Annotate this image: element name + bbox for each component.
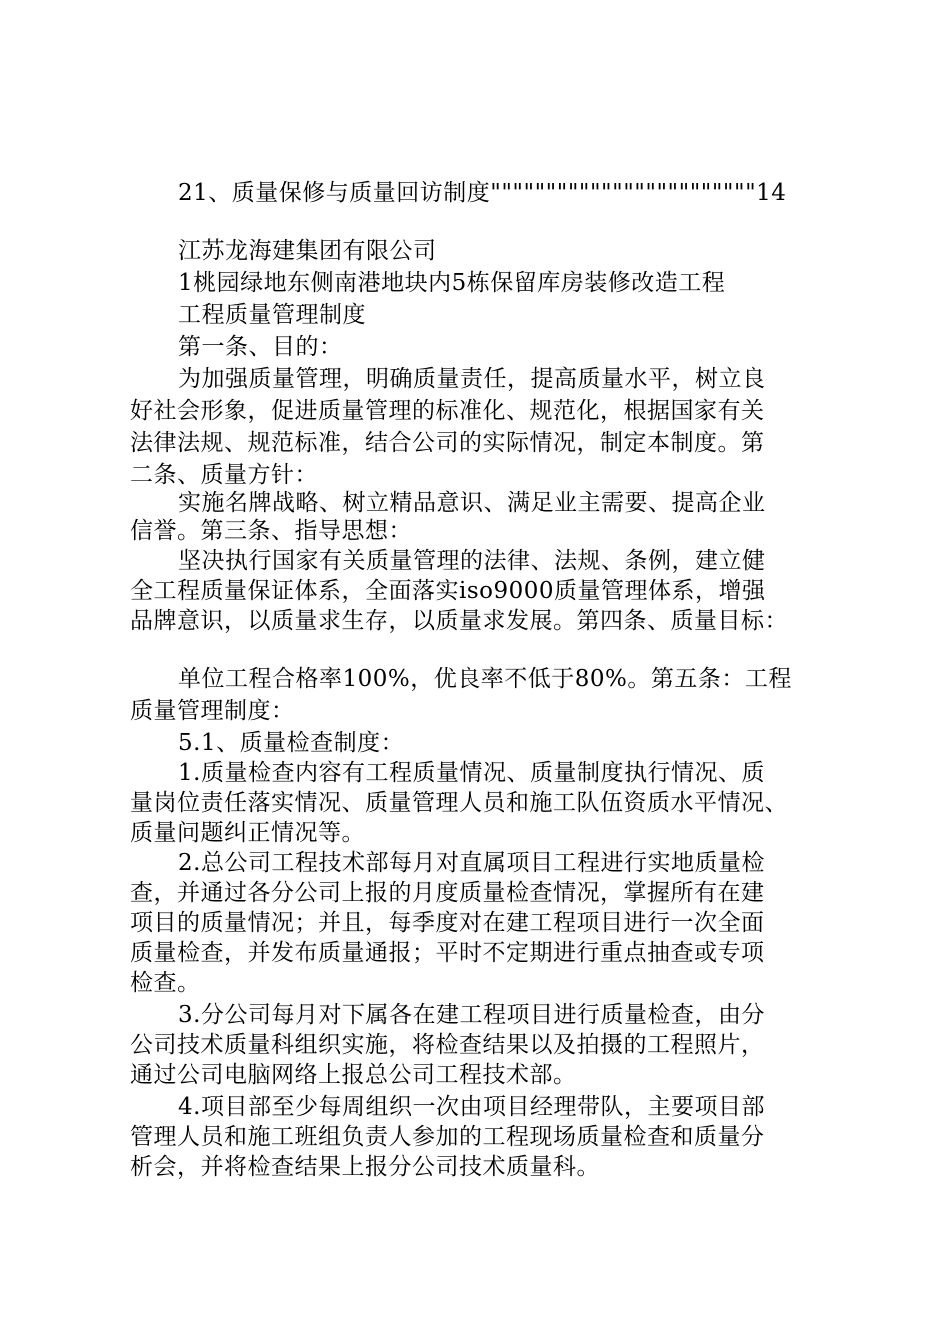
project-name: 1桃园绿地东侧南港地块内5栋保留库房装修改造工程 bbox=[178, 270, 726, 296]
paragraph-line: 单位工程合格率100%，优良率不低于80%。第五条：工程 bbox=[178, 666, 792, 692]
paragraph-line: 好社会形象，促进质量管理的标准化、规范化，根据国家有关 bbox=[130, 398, 765, 424]
company-name: 江苏龙海建集团有限公司 bbox=[178, 238, 437, 264]
paragraph-line: 为加强质量管理，明确质量责任，提高质量水平，树立良 bbox=[178, 366, 766, 392]
paragraph-line: 坚决执行国家有关质量管理的法律、法规、条例，建立健 bbox=[178, 548, 766, 574]
paragraph-line: 管理人员和施工班组负责人参加的工程现场质量检查和质量分 bbox=[130, 1124, 765, 1150]
paragraph-line: 析会，并将检查结果上报分公司技术质量科。 bbox=[130, 1154, 600, 1180]
paragraph-line: 质量问题纠正情况等。 bbox=[130, 820, 365, 846]
paragraph-line: 2.总公司工程技术部每月对直属项目工程进行实地质量检 bbox=[178, 850, 765, 876]
paragraph-line: 3.分公司每月对下属各在建工程项目进行质量检查，由分 bbox=[178, 1002, 765, 1028]
paragraph-line: 法律法规、规范标准，结合公司的实际情况，制定本制度。第 bbox=[130, 430, 765, 456]
paragraph-line: 公司技术质量科组织实施，将检查结果以及拍摄的工程照片， bbox=[130, 1032, 765, 1058]
paragraph-line: 信誉。第三条、指导思想： bbox=[130, 518, 412, 544]
paragraph-line: 检查。 bbox=[130, 970, 201, 996]
document-title: 工程质量管理制度 bbox=[178, 302, 366, 328]
paragraph-line: 全工程质量保证体系，全面落实iso9000质量管理体系，增强 bbox=[130, 578, 766, 604]
paragraph-line: 二条、质量方针： bbox=[130, 462, 318, 488]
paragraph-line: 量岗位责任落实情况、质量管理人员和施工队伍资质水平情况、 bbox=[130, 790, 788, 816]
paragraph-line: 实施名牌战略、树立精品意识、满足业主需要、提高企业 bbox=[178, 490, 766, 516]
paragraph-line: 质量管理制度： bbox=[130, 698, 295, 724]
paragraph-line: 1.质量检查内容有工程质量情况、质量制度执行情况、质 bbox=[178, 760, 765, 786]
toc-entry-21: 21、质量保修与质量回访制度""""""""""""""""""""""""14 bbox=[178, 180, 787, 206]
paragraph-line: 4.项目部至少每周组织一次由项目经理带队，主要项目部 bbox=[178, 1094, 765, 1120]
paragraph-line: 项目的质量情况；并且，每季度对在建工程项目进行一次全面 bbox=[130, 910, 765, 936]
section-5-1-heading: 5.1、质量检查制度： bbox=[178, 730, 405, 756]
paragraph-line: 通过公司电脑网络上报总公司工程技术部。 bbox=[130, 1062, 577, 1088]
paragraph-line: 质量检查，并发布质量通报；平时不定期进行重点抽查或专项 bbox=[130, 940, 765, 966]
article-1-heading: 第一条、目的： bbox=[178, 334, 343, 360]
paragraph-line: 查，并通过各分公司上报的月度质量检查情况，掌握所有在建 bbox=[130, 880, 765, 906]
paragraph-line: 品牌意识，以质量求生存，以质量求发展。第四条、质量目标： bbox=[130, 608, 788, 634]
